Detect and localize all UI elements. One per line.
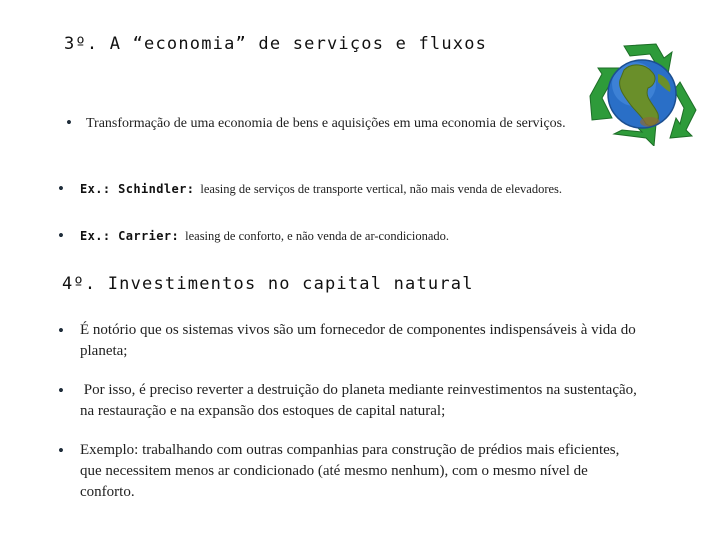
example-label: Ex.: Carrier:	[80, 229, 180, 243]
recycle-globe-icon	[584, 38, 700, 146]
bullet-text-services: Transformação de uma economia de bens e aquisições em uma economia de serviços.	[86, 116, 566, 131]
example-text: leasing de serviços de transporte vertical, não mais venda de elevadores.	[200, 182, 563, 196]
bullet-dot-icon: •	[58, 381, 64, 400]
section-title-services: 3º. A “economia” de serviços e fluxos	[64, 34, 488, 54]
example-text: leasing de conforto, e não venda de ar-condicionado.	[185, 229, 450, 243]
example-row-schindler	[58, 179, 563, 198]
bullet-dot-icon: •	[58, 226, 64, 245]
section-title-natural-capital: 4º. Investimentos no capital natural	[62, 274, 474, 294]
bullet-dot-icon: •	[58, 179, 64, 198]
bullet-text-natural-1: É notório que os sistemas vivos são um fornecedor de componentes indispensáveis à vida do planeta;	[80, 322, 636, 359]
bullet-text-natural-2: Por isso, é preciso reverter a destruição do planeta mediante reinvestimentos na sustentação, na restauração e na expansão dos estoques de capital natural;	[80, 382, 641, 419]
example-label: Ex.: Schindler:	[80, 182, 195, 196]
bullet-dot-icon: •	[58, 321, 64, 340]
example-row-carrier	[58, 226, 450, 245]
bullet-dot-icon: •	[66, 113, 72, 132]
bullet-text-natural-3: Exemplo: trabalhando com outras companhias para construção de prédios mais eficientes, que necessitem menos ar condicionado (até mesmo nenhum), com o mesmo nível de conforto.	[80, 442, 620, 500]
bullet-dot-icon: •	[58, 441, 64, 460]
